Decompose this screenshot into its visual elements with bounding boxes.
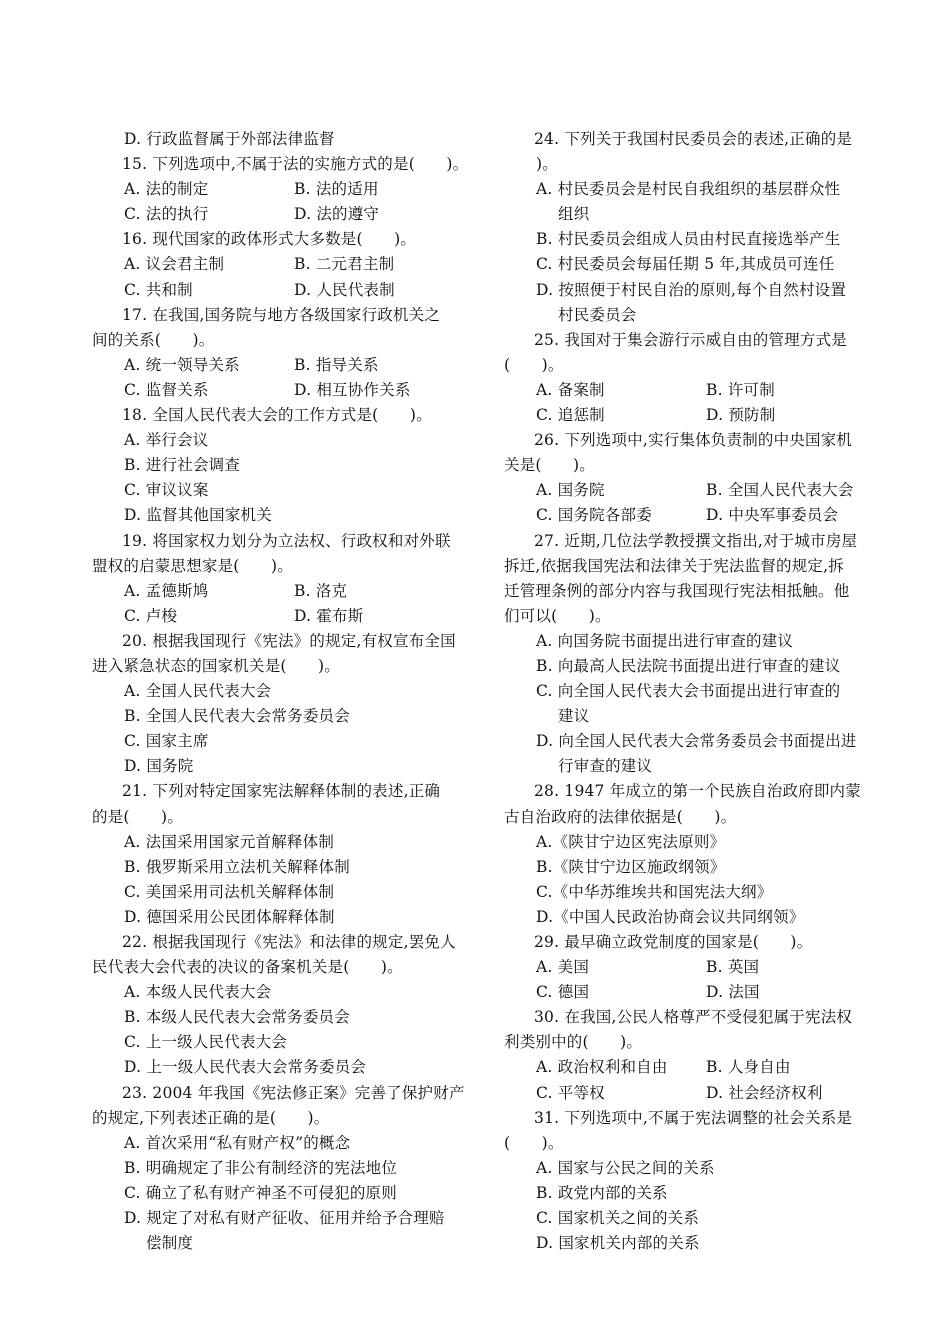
option-pair — [504, 403, 882, 428]
question-stem-continued: )。 — [536, 155, 558, 174]
question-stem-continued: 古自治政府的法律依据是( )。 — [504, 807, 737, 826]
option-text: C. 审议议案 — [124, 481, 209, 500]
option-pair — [92, 579, 470, 604]
question-stem: 22. 根据我国现行《宪法》和法律的规定,罢免人 — [122, 933, 456, 951]
option-text: A. 备案制 — [536, 380, 605, 399]
option-text: C. 确立了私有财产神圣不可侵犯的原则 — [124, 1183, 397, 1202]
option-text: B. 指导关系 — [294, 355, 379, 374]
question-stem-continued: 的规定,下列表述正确的是( )。 — [92, 1108, 330, 1127]
option-text: B. 全国人民代表大会 — [706, 481, 854, 500]
option-text: B. 人身自由 — [706, 1058, 791, 1077]
option-text: D. 德国采用公民团体解释体制 — [124, 907, 335, 926]
option-text: B. 进行社会调查 — [124, 456, 241, 475]
option-text: A. 本级人民代表大会 — [124, 983, 272, 1002]
option-text: B.《陕甘宁边区施政纲领》 — [536, 857, 726, 876]
question-stem-continued: 拆迁,依据我国宪法和法律关于宪法监督的规定,拆 — [504, 556, 844, 575]
option-text: A. 向国务院书面提出进行审查的建议 — [536, 631, 794, 650]
option-text: A. 统一领导关系 — [124, 355, 240, 374]
option-text-continued: 建议 — [558, 707, 590, 726]
option-text: D. 霍布斯 — [294, 606, 364, 625]
question-stem: 25. 我国对于集会游行示威自由的管理方式是 — [534, 330, 847, 349]
question-stem: 31. 下列选项中,不属于宪法调整的社会关系是 — [534, 1108, 853, 1127]
question-stem: 26. 下列选项中,实行集体负责制的中央国家机 — [534, 431, 853, 450]
option-text: B. 本级人民代表大会常务委员会 — [124, 1008, 350, 1027]
option-text: C. 德国 — [536, 983, 590, 1002]
option-text: B. 政党内部的关系 — [536, 1183, 668, 1202]
option-pair — [504, 478, 882, 503]
question-stem: 23. 2004 年我国《宪法修正案》完善了保护财产 — [122, 1083, 465, 1102]
option-text: C. 监督关系 — [124, 380, 209, 399]
option-text: B. 明确规定了非公有制经济的宪法地位 — [124, 1158, 398, 1177]
question-stem-continued: 关是( )。 — [504, 456, 595, 475]
option-text: C. 共和制 — [124, 280, 193, 299]
option-text: A. 法国采用国家元首解释体制 — [124, 832, 335, 851]
option-text: C. 法的执行 — [124, 205, 209, 224]
option-text: D.《中国人民政治协商会议共同纲领》 — [536, 907, 805, 926]
question-stem-continued: ( )。 — [504, 355, 564, 374]
option-text: A. 国家与公民之间的关系 — [536, 1158, 715, 1177]
question-stem-continued: 迁管理条例的部分内容与我国现行宪法相抵触。他 — [504, 581, 850, 600]
option-text: B. 向最高人民法院书面提出进行审查的建议 — [536, 656, 841, 675]
question-stem-continued: 民代表大会代表的决议的备案机关是( )。 — [92, 958, 403, 977]
question-stem: 27. 近期,几位法学教授撰文指出,对于城市房屋 — [534, 531, 858, 550]
option-text: A. 全国人民代表大会 — [124, 682, 272, 701]
option-text: A. 村民委员会是村民自我组织的基层群众性 — [536, 180, 841, 199]
option-text-continued: 偿制度 — [146, 1234, 194, 1253]
question-stem: 21. 下列对特定国家宪法解释体制的表述,正确 — [122, 782, 441, 801]
option-text: B. 许可制 — [706, 380, 775, 399]
option-text: B. 俄罗斯采用立法机关解释体制 — [124, 857, 350, 876]
option-text: D. 规定了对私有财产征收、征用并给予合理赔 — [124, 1209, 445, 1228]
option-text: A. 首次采用“私有财产权”的概念 — [124, 1133, 351, 1152]
option-text: D. 社会经济权利 — [706, 1083, 823, 1102]
option-text: B. 法的适用 — [294, 180, 379, 199]
option-pair — [504, 503, 882, 528]
option-pair — [92, 378, 470, 403]
option-text: D. 向全国人民代表大会常务委员会书面提出进 — [536, 732, 857, 751]
option-text: A. 孟德斯鸠 — [124, 581, 209, 600]
question-stem-continued: 利类别中的( )。 — [504, 1033, 643, 1052]
option-text: D. 预防制 — [706, 406, 776, 425]
option-text: C. 国家机关之间的关系 — [536, 1209, 700, 1228]
option-text-continued: 行审查的建议 — [558, 757, 653, 776]
option-text: A. 法的制定 — [124, 180, 209, 199]
question-stem: 28. 1947 年成立的第一个民族自治政府即内蒙 — [534, 782, 861, 801]
option-pair — [92, 202, 470, 227]
option-text: C. 追惩制 — [536, 406, 605, 425]
option-text: D. 国务院 — [124, 757, 194, 776]
option-text: B. 二元君主制 — [294, 255, 395, 274]
option-text: C.《中华苏维埃共和国宪法大纲》 — [536, 882, 773, 901]
question-stem-continued: 间的关系( )。 — [92, 330, 215, 349]
option-pair — [92, 177, 470, 202]
option-text: A. 美国 — [536, 958, 590, 977]
option-text: C. 美国采用司法机关解释体制 — [124, 882, 335, 901]
option-text: C. 向全国人民代表大会书面提出进行审查的 — [536, 682, 841, 701]
question-stem: 29. 最早确立政党制度的国家是( )。 — [534, 933, 813, 951]
option-text-continued: 村民委员会 — [558, 305, 637, 324]
option-pair — [92, 604, 470, 629]
option-pair — [92, 278, 470, 303]
option-pair — [504, 980, 882, 1005]
right-column — [504, 127, 882, 1256]
option-text: D. 法国 — [706, 983, 760, 1002]
option-text: A.《陕甘宁边区宪法原则》 — [536, 832, 726, 851]
question-stem-continued: 盟权的启蒙思想家是( )。 — [92, 556, 293, 575]
option-pair — [92, 353, 470, 378]
option-pair — [504, 1081, 882, 1106]
option-text: A. 国务院 — [536, 481, 605, 500]
left-column — [92, 127, 470, 1256]
question-stem: 19. 将国家权力划分为立法权、行政权和对外联 — [122, 531, 451, 550]
option-text: B. 全国人民代表大会常务委员会 — [124, 707, 350, 726]
option-text: C. 国务院各部委 — [536, 506, 652, 525]
option-text: C. 平等权 — [536, 1083, 605, 1102]
option-text: A. 政治权利和自由 — [536, 1058, 668, 1077]
option-text: D. 国家机关内部的关系 — [536, 1234, 700, 1253]
question-stem: 16. 现代国家的政体形式大多数是( )。 — [122, 230, 417, 249]
option-text: C. 上一级人民代表大会 — [124, 1033, 288, 1052]
question-stem: 17. 在我国,国务院与地方各级国家行政机关之 — [122, 305, 441, 324]
option-text: D. 行政监督属于外部法律监督 — [124, 130, 335, 148]
option-pair — [504, 955, 882, 980]
option-text: B. 洛克 — [294, 581, 348, 600]
question-stem: 24. 下列关于我国村民委员会的表述,正确的是 — [534, 130, 853, 148]
option-text: C. 卢梭 — [124, 606, 178, 625]
option-text: D. 人民代表制 — [294, 280, 395, 299]
option-text: A. 举行会议 — [124, 431, 209, 450]
option-pair — [92, 252, 470, 277]
question-stem: 15. 下列选项中,不属于法的实施方式的是( )。 — [122, 155, 469, 174]
option-text: B. 村民委员会组成人员由村民直接选举产生 — [536, 230, 841, 249]
question-stem-continued: 们可以( )。 — [504, 606, 611, 625]
option-text: C. 国家主席 — [124, 732, 209, 751]
option-text: D. 上一级人民代表大会常务委员会 — [124, 1058, 367, 1077]
question-stem: 30. 在我国,公民人格尊严不受侵犯属于宪法权 — [534, 1008, 853, 1027]
question-stem: 20. 根据我国现行《宪法》的规定,有权宣布全国 — [122, 631, 456, 650]
question-stem-continued: 的是( )。 — [92, 807, 183, 826]
question-stem-continued: ( )。 — [504, 1133, 564, 1152]
option-text: B. 英国 — [706, 958, 760, 977]
option-text-continued: 组织 — [558, 205, 590, 224]
question-stem-continued: 进入紧急状态的国家机关是( )。 — [92, 656, 340, 675]
option-pair — [504, 1055, 882, 1080]
question-stem: 18. 全国人民代表大会的工作方式是( )。 — [122, 406, 432, 425]
option-text: D. 按照便于村民自治的原则,每个自然村设置 — [536, 280, 847, 299]
option-text: D. 法的遵守 — [294, 205, 380, 224]
option-text: C. 村民委员会每届任期 5 年,其成员可连任 — [536, 255, 835, 274]
option-text: D. 监督其他国家机关 — [124, 506, 272, 525]
option-text: D. 相互协作关系 — [294, 380, 411, 399]
option-text: D. 中央军事委员会 — [706, 506, 839, 525]
option-text: A. 议会君主制 — [124, 255, 225, 274]
option-pair — [504, 378, 882, 403]
